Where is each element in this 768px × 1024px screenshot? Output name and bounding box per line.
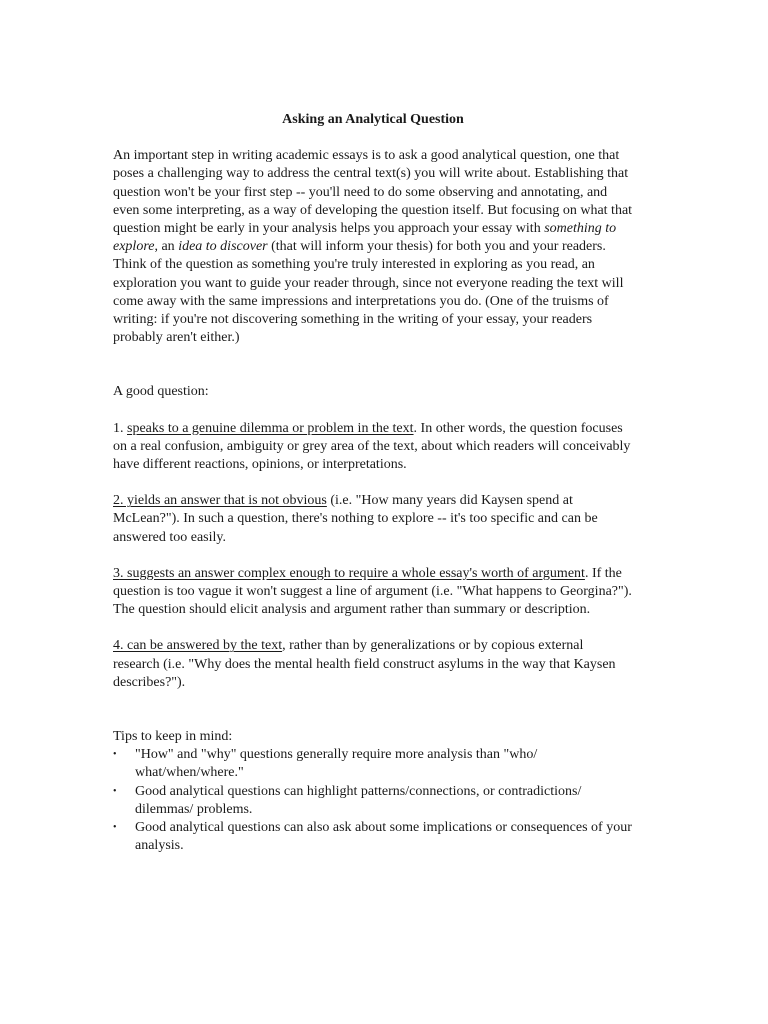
criterion-item-3 <box>113 565 633 620</box>
criterion-item-4 <box>113 637 633 692</box>
intro-italic-2: idea to discover <box>178 239 268 255</box>
tip-item <box>113 783 633 819</box>
tips-list <box>113 746 633 855</box>
document-title: Asking an Analytical Question <box>282 112 464 127</box>
tip-text: Good analytical questions can also ask about some implications or consequences of your analysis. <box>135 820 632 854</box>
intro-italic-1: something to explore <box>113 221 617 255</box>
tip-item <box>113 819 633 855</box>
bullet-icon: • <box>113 785 117 797</box>
criterion-item-1 <box>113 420 633 475</box>
criterion-prefix: 1. <box>113 420 127 436</box>
intro-text-3: (that will inform your thesis) for both you and your readers. Think of the question as something you're truly interested in exploring as you read, an exploration you want to guide your reader through, since not everyone reading the text will come away with the same impressions and interpretations you do. (One of the truisms of writing: if you're not discovering something in the writing of your essay, your readers probably aren't either.) <box>113 239 624 346</box>
intro-paragraph <box>113 147 633 347</box>
tips-heading: Tips to keep in mind: <box>113 729 233 745</box>
criterion-item-2 <box>113 492 633 547</box>
tip-text: Good analytical questions can highlight patterns/connections, or contradictions/ dilemmas/ problems. <box>135 783 582 817</box>
criterion-text: , rather than by generalizations or by copious external research (i.e. "Why does the mental health field construct asylums in the way that Kaysen describes?"). <box>113 638 616 690</box>
bullet-icon: • <box>113 749 117 761</box>
criterion-underlined: 3. suggests an answer complex enough to require a whole essay's worth of argument <box>113 565 585 581</box>
document-page <box>113 111 633 856</box>
tip-text: "How" and "why" questions generally require more analysis than "who/ what/when/where." <box>135 747 538 781</box>
criterion-underlined: speaks to a genuine dilemma or problem in the text <box>127 420 414 436</box>
criterion-text: . In other words, the question focuses on a real confusion, ambiguity or grey area of the text, about which readers will conceivably have different reactions, opinions, or interpretations. <box>113 420 631 473</box>
intro-text-2: , an <box>154 239 179 255</box>
tip-item <box>113 746 633 782</box>
criterion-text: . If the question is too vague it won't suggest a line of argument (i.e. "What happens to Georgina?"). The question should elicit analysis and argument rather than summary or description. <box>113 565 632 618</box>
criterion-text: (i.e. "How many years did Kaysen spend at McLean?"). In such a question, there's nothing to explore -- it's too specific and can be answered too easily. <box>113 493 598 545</box>
criterion-underlined: 4. can be answered by the text <box>113 638 283 654</box>
bullet-icon: • <box>113 822 117 834</box>
criterion-underlined: 2. yields an answer that is not obvious <box>113 493 327 509</box>
intro-text-1: An important step in writing academic essays is to ask a good analytical question, one that poses a challenging way to address the central text(s) you will write about. Establishing that question won't be your first step -- you'll need to do some observing and annotating, and even some interpreting, as a way of developing the question itself. But focusing on what that question might be early in your analysis helps you approach your essay with <box>113 148 633 237</box>
good-question-heading: A good question: <box>113 384 209 400</box>
